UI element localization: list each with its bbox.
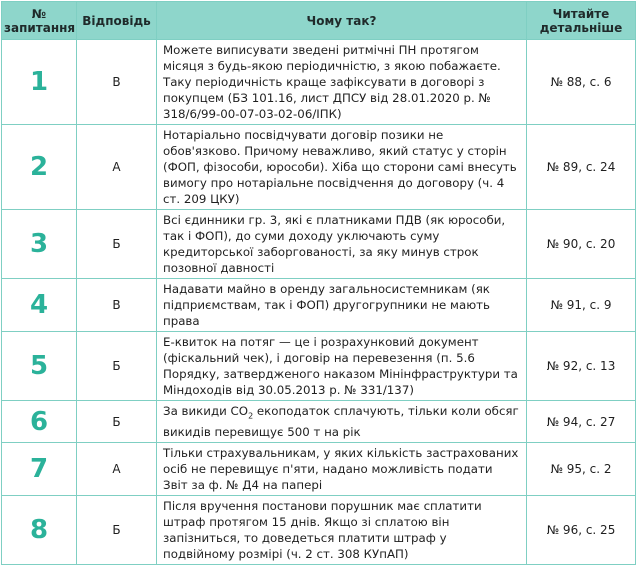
table-row xyxy=(2,496,636,565)
answer-letter: Б xyxy=(77,332,157,401)
issue-reference: № 91, с. 9 xyxy=(527,279,636,332)
table-row xyxy=(2,125,636,210)
issue-reference: № 92, с. 13 xyxy=(527,332,636,401)
answer-explanation: Всі єдинники гр. 3, які є платниками ПДВ (як юрособи, так і ФОП), до суми доходу уключають суму кредиторської заборгованості, за яку минув строк позовної давності xyxy=(157,210,527,279)
header-read-more: Читайте детальніше xyxy=(527,2,636,40)
answer-letter: А xyxy=(77,443,157,496)
table-row xyxy=(2,279,636,332)
explanation-text-end: екоподаток сплачують, тільки коли обсяг викидів перевищує 500 т на рік xyxy=(163,404,519,440)
answer-letter: Б xyxy=(77,210,157,279)
answer-letter: Б xyxy=(77,496,157,565)
answer-explanation: Після вручення постанови порушник має сплатити штраф протягом 15 днів. Якщо зі сплатою він запізниться, то доведеться платити штраф у подвійному розмірі (ч. 2 ст. 308 КУпАП) xyxy=(157,496,527,565)
header-why: Чому так? xyxy=(157,2,527,40)
explanation-text-start: За викиди СО xyxy=(163,404,249,418)
issue-reference: № 96, с. 25 xyxy=(527,496,636,565)
table-row xyxy=(2,401,636,443)
header-answer: Відповідь xyxy=(77,2,157,40)
answer-explanation: Нотаріально посвідчувати договір позики не обов'язково. Причому неважливо, який статус у сторін (ФОП, фізособи, юрособи). Хіба що сторони самі внесуть вимогу про нотаріальне посвідчення до договору (ч. 4 ст. 209 ЦКУ) xyxy=(157,125,527,210)
answer-letter: Б xyxy=(77,401,157,443)
answer-explanation: Тільки страхувальникам, у яких кількість застрахованих осіб не перевищує п'яти, надано можливість подати Звіт за ф. № Д4 на папері xyxy=(157,443,527,496)
question-number: 3 xyxy=(2,210,77,279)
answer-explanation xyxy=(157,401,527,443)
answer-letter: В xyxy=(77,40,157,125)
question-number: 5 xyxy=(2,332,77,401)
issue-reference: № 88, с. 6 xyxy=(527,40,636,125)
question-number: 1 xyxy=(2,40,77,125)
table-row xyxy=(2,210,636,279)
answer-explanation: Надавати майно в оренду загальносистемникам (як підприємствам, так і ФОП) другогрупники не мають права xyxy=(157,279,527,332)
table-row xyxy=(2,332,636,401)
question-number: 6 xyxy=(2,401,77,443)
question-number: 4 xyxy=(2,279,77,332)
issue-reference: № 90, с. 20 xyxy=(527,210,636,279)
issue-reference: № 95, с. 2 xyxy=(527,443,636,496)
question-number: 2 xyxy=(2,125,77,210)
header-question-number: № запитання xyxy=(2,2,77,40)
answers-table xyxy=(1,1,636,565)
table-row xyxy=(2,443,636,496)
co2-subscript: 2 xyxy=(248,411,254,421)
answer-letter: А xyxy=(77,125,157,210)
question-number: 8 xyxy=(2,496,77,565)
answer-letter: В xyxy=(77,279,157,332)
table-row xyxy=(2,40,636,125)
answer-explanation: Можете виписувати зведені ритмічні ПН протягом місяця з будь-якою періодичністю, з якою побажаєте. Таку періодичність краще зафіксувати в договорі з покупцем (БЗ 101.16, лист ДПСУ від 28.01.2020 р. № 318/6/99-00-07-03-02-06/ІПК) xyxy=(157,40,527,125)
issue-reference: № 89, с. 24 xyxy=(527,125,636,210)
table-header-row xyxy=(2,2,636,40)
answer-explanation: Е-квиток на потяг — це і розрахунковий документ (фіскальний чек), і договір на перевезення (п. 5.6 Порядку, затвердженого наказом Мінінфраструктури та Міндоходів від 30.05.2013 р. № 331/137) xyxy=(157,332,527,401)
question-number: 7 xyxy=(2,443,77,496)
issue-reference: № 94, с. 27 xyxy=(527,401,636,443)
